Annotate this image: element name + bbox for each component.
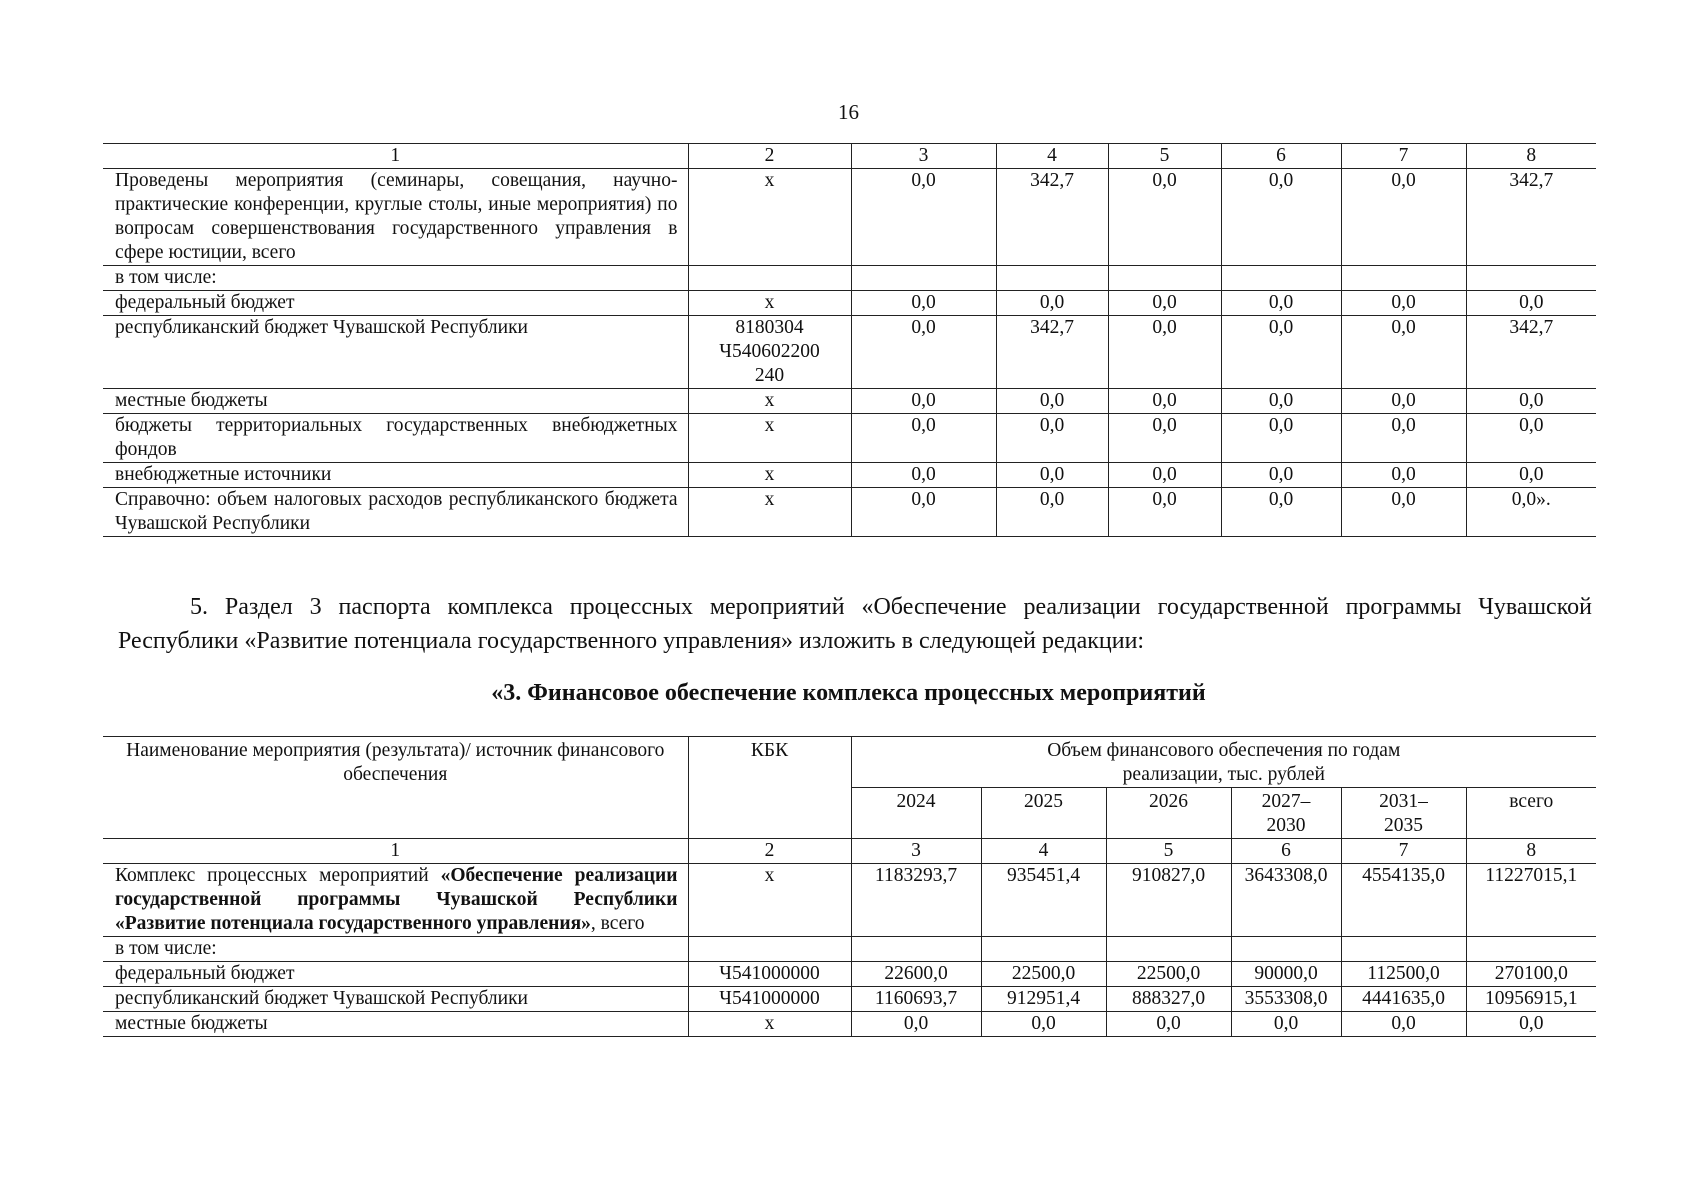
column-number-cell: 3 xyxy=(851,839,981,864)
value-cell: 0,0 xyxy=(1341,463,1466,488)
value-cell: 0,0 xyxy=(1466,1012,1596,1037)
value-cell: 0,0 xyxy=(1108,414,1221,463)
row-name-cell xyxy=(103,864,688,937)
header-kbk-cell: КБК xyxy=(688,737,851,839)
value-cell: 0,0 xyxy=(851,1012,981,1037)
row-name-cell: внебюджетные источники xyxy=(103,463,688,488)
table-row xyxy=(103,987,1596,1012)
value-cell: 0,0 xyxy=(1221,389,1341,414)
value-cell: 11227015,1 xyxy=(1466,864,1596,937)
row-name-cell: в том числе: xyxy=(103,266,688,291)
column-number-cell: 1 xyxy=(103,144,688,169)
value-cell: 342,7 xyxy=(1466,169,1596,266)
value-cell: 0,0 xyxy=(1108,463,1221,488)
row-name-cell: Справочно: объем налоговых расходов республиканского бюджета Чувашской Республики xyxy=(103,488,688,537)
year-range-start: 2027– xyxy=(1261,791,1311,812)
year-header-cell: 2026 xyxy=(1106,788,1231,839)
table-row xyxy=(103,937,1596,962)
value-cell: 22500,0 xyxy=(1106,962,1231,987)
year-header-cell: 2024 xyxy=(851,788,981,839)
value-cell xyxy=(1341,266,1466,291)
column-number-cell: 6 xyxy=(1221,144,1341,169)
value-cell: 0,0 xyxy=(851,463,996,488)
row-name-cell: бюджеты территориальных государственных внебюджетных фондов xyxy=(103,414,688,463)
value-cell xyxy=(996,266,1108,291)
header-name-cell: Наименование мероприятия (результата)/ источник финансового обеспечения xyxy=(103,737,688,839)
column-number-cell: 8 xyxy=(1466,144,1596,169)
value-cell: 22600,0 xyxy=(851,962,981,987)
value-cell: 0,0 xyxy=(851,291,996,316)
value-cell: 888327,0 xyxy=(1106,987,1231,1012)
value-cell: 0,0 xyxy=(1466,389,1596,414)
amendment-paragraph: 5. Раздел 3 паспорта комплекса процессных мероприятий «Обеспечение реализации государственной программы Чувашской Республики «Развитие потенциала государственного управления» изложить в следующей редакции: xyxy=(118,594,1592,654)
table-row xyxy=(103,266,1596,291)
value-cell: 912951,4 xyxy=(981,987,1106,1012)
financial-support-table xyxy=(103,736,1596,1037)
kbk-cell: x xyxy=(688,169,851,266)
kbk-cell: Ч541000000 xyxy=(688,962,851,987)
value-cell: 0,0 xyxy=(1341,291,1466,316)
value-cell: 910827,0 xyxy=(1106,864,1231,937)
kbk-cell xyxy=(688,937,851,962)
funding-table-continued xyxy=(103,143,1596,537)
value-cell: 0,0 xyxy=(1341,389,1466,414)
table-row xyxy=(103,389,1596,414)
value-cell: 0,0 xyxy=(1466,414,1596,463)
year-header-cell xyxy=(1341,788,1466,839)
kbk-cell: x xyxy=(688,864,851,937)
row-name-prefix: Комплекс процессных мероприятий xyxy=(115,865,441,886)
value-cell xyxy=(851,937,981,962)
value-cell: 90000,0 xyxy=(1231,962,1341,987)
table-row xyxy=(103,1012,1596,1037)
value-cell: 0,0». xyxy=(1466,488,1596,537)
value-cell: 0,0 xyxy=(1108,488,1221,537)
year-range-end: 2035 xyxy=(1384,815,1423,836)
value-cell: 0,0 xyxy=(1221,291,1341,316)
row-name-suffix: , всего xyxy=(590,913,645,934)
column-number-cell: 5 xyxy=(1108,144,1221,169)
value-cell: 0,0 xyxy=(981,1012,1106,1037)
value-cell: 0,0 xyxy=(1221,169,1341,266)
table-row xyxy=(103,414,1596,463)
kbk-cell: x xyxy=(688,414,851,463)
column-number-cell: 1 xyxy=(103,839,688,864)
value-cell xyxy=(1341,937,1466,962)
value-cell xyxy=(981,937,1106,962)
column-number-row xyxy=(103,839,1596,864)
value-cell: 3643308,0 xyxy=(1231,864,1341,937)
kbk-cell: x xyxy=(688,291,851,316)
row-name-cell: в том числе: xyxy=(103,937,688,962)
value-cell: 0,0 xyxy=(851,169,996,266)
value-cell xyxy=(1231,937,1341,962)
table-row xyxy=(103,291,1596,316)
value-cell: 4441635,0 xyxy=(1341,987,1466,1012)
value-cell: 0,0 xyxy=(1341,1012,1466,1037)
column-number-cell: 4 xyxy=(996,144,1108,169)
value-cell: 0,0 xyxy=(1108,169,1221,266)
kbk-cell: Ч541000000 xyxy=(688,987,851,1012)
row-name-cell: федеральный бюджет xyxy=(103,962,688,987)
column-number-cell: 2 xyxy=(688,144,851,169)
section-heading: «3. Финансовое обеспечение комплекса процессных мероприятий xyxy=(491,680,1206,706)
value-cell: 342,7 xyxy=(996,316,1108,389)
year-header-cell xyxy=(1231,788,1341,839)
page-number: 16 xyxy=(838,100,859,124)
value-cell: 0,0 xyxy=(1341,169,1466,266)
value-cell: 0,0 xyxy=(996,414,1108,463)
column-number-cell: 7 xyxy=(1341,839,1466,864)
table-row xyxy=(103,169,1596,266)
column-number-cell: 8 xyxy=(1466,839,1596,864)
value-cell xyxy=(1466,937,1596,962)
row-name-cell: республиканский бюджет Чувашской Республики xyxy=(103,316,688,389)
value-cell: 0,0 xyxy=(851,389,996,414)
table-row xyxy=(103,488,1596,537)
row-name-cell: Проведены мероприятия (семинары, совещания, научно-практические конференции, круглые столы, иные мероприятия) по вопросам совершенствования государственного управления в сфере юстиции, всего xyxy=(103,169,688,266)
value-cell: 112500,0 xyxy=(1341,962,1466,987)
value-cell: 3553308,0 xyxy=(1231,987,1341,1012)
value-cell: 4554135,0 xyxy=(1341,864,1466,937)
year-range-end: 2030 xyxy=(1266,815,1306,836)
value-cell: 0,0 xyxy=(1221,414,1341,463)
value-cell: 342,7 xyxy=(1466,316,1596,389)
column-number-cell: 2 xyxy=(688,839,851,864)
value-cell: 0,0 xyxy=(851,316,996,389)
row-name-cell: местные бюджеты xyxy=(103,389,688,414)
value-cell: 342,7 xyxy=(996,169,1108,266)
column-number-cell: 4 xyxy=(981,839,1106,864)
value-cell xyxy=(1108,266,1221,291)
kbk-cell: 8180304 Ч540602200 240 xyxy=(688,316,851,389)
column-number-cell: 6 xyxy=(1231,839,1341,864)
value-cell: 0,0 xyxy=(1108,389,1221,414)
value-cell: 0,0 xyxy=(851,414,996,463)
column-number-row xyxy=(103,144,1596,169)
column-number-cell: 3 xyxy=(851,144,996,169)
column-number-cell: 7 xyxy=(1341,144,1466,169)
value-cell: 0,0 xyxy=(1466,463,1596,488)
table-row-main xyxy=(103,864,1596,937)
value-cell: 0,0 xyxy=(1341,414,1466,463)
value-cell: 0,0 xyxy=(851,488,996,537)
value-cell: 0,0 xyxy=(1108,291,1221,316)
value-cell: 270100,0 xyxy=(1466,962,1596,987)
value-cell: 0,0 xyxy=(1108,316,1221,389)
table-row xyxy=(103,962,1596,987)
kbk-cell: x xyxy=(688,488,851,537)
value-cell xyxy=(1106,937,1231,962)
year-range-start: 2031– xyxy=(1379,791,1428,812)
row-name-bold: «Обеспечение реализации государственной программы Чувашской Республики «Развитие потенциала государственного управления» xyxy=(115,865,678,934)
value-cell: 0,0 xyxy=(1231,1012,1341,1037)
table-row xyxy=(103,463,1596,488)
value-cell: 0,0 xyxy=(1341,316,1466,389)
value-cell: 0,0 xyxy=(996,291,1108,316)
value-cell: 0,0 xyxy=(1106,1012,1231,1037)
value-cell: 0,0 xyxy=(1466,291,1596,316)
value-cell: 22500,0 xyxy=(981,962,1106,987)
value-cell: 1183293,7 xyxy=(851,864,981,937)
kbk-cell xyxy=(688,266,851,291)
column-number-cell: 5 xyxy=(1106,839,1231,864)
value-cell: 0,0 xyxy=(1221,463,1341,488)
row-name-cell: федеральный бюджет xyxy=(103,291,688,316)
header-volume-cell: Объем финансового обеспечения по годам реализации, тыс. рублей xyxy=(851,737,1596,788)
kbk-cell: x xyxy=(688,463,851,488)
value-cell: 0,0 xyxy=(1221,488,1341,537)
value-cell: 0,0 xyxy=(1341,488,1466,537)
row-name-cell: местные бюджеты xyxy=(103,1012,688,1037)
value-cell: 0,0 xyxy=(1221,316,1341,389)
row-name-cell: республиканский бюджет Чувашской Республики xyxy=(103,987,688,1012)
value-cell xyxy=(1221,266,1341,291)
value-cell: 0,0 xyxy=(996,463,1108,488)
value-cell: 0,0 xyxy=(996,389,1108,414)
year-header-cell: 2025 xyxy=(981,788,1106,839)
value-cell: 1160693,7 xyxy=(851,987,981,1012)
table-row xyxy=(103,316,1596,389)
value-cell: 0,0 xyxy=(996,488,1108,537)
value-cell xyxy=(1466,266,1596,291)
value-cell: 935451,4 xyxy=(981,864,1106,937)
kbk-cell: x xyxy=(688,389,851,414)
value-cell: 10956915,1 xyxy=(1466,987,1596,1012)
kbk-cell: x xyxy=(688,1012,851,1037)
value-cell xyxy=(851,266,996,291)
year-header-cell: всего xyxy=(1466,788,1596,839)
